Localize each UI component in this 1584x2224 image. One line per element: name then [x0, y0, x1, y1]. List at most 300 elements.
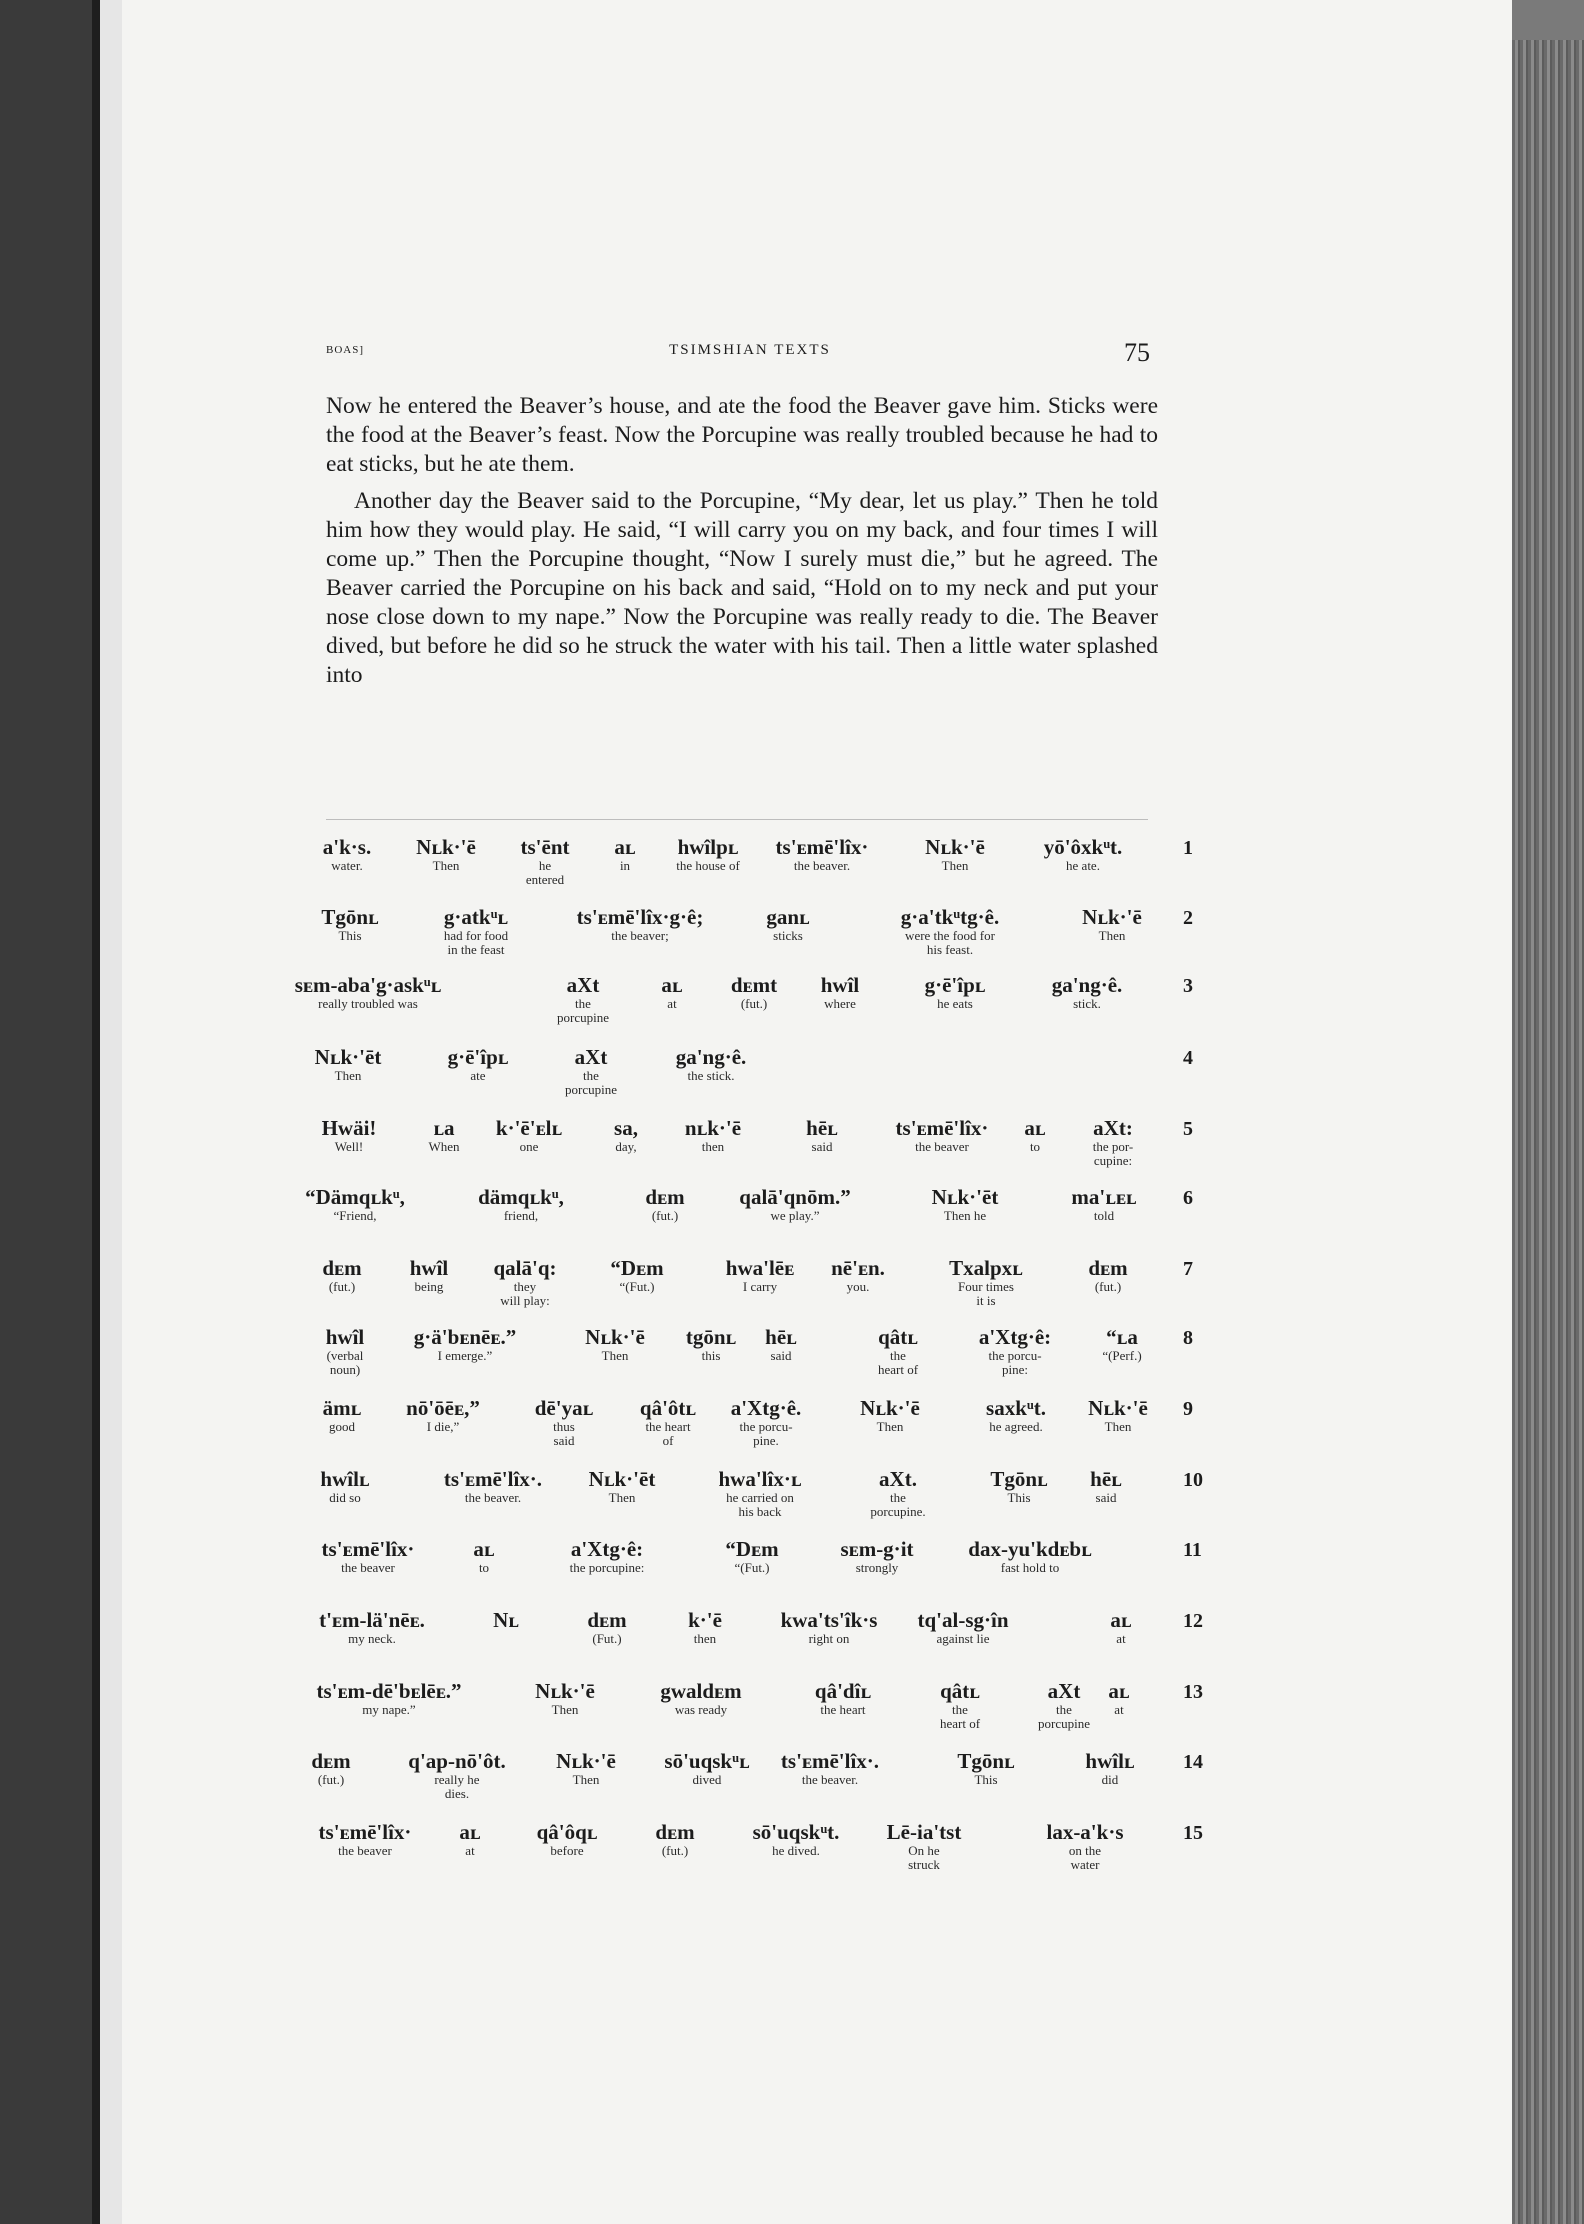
word-pair [565, 1045, 617, 1097]
gloss: said [770, 1348, 792, 1363]
native-word: hwîl [325, 1325, 365, 1349]
interlinear-line [0, 1396, 1512, 1466]
word-pair [322, 1256, 361, 1294]
native-word: kwa'ts'îk·s [780, 1608, 878, 1632]
gloss: sticks [773, 928, 803, 943]
word-pair [473, 1537, 494, 1575]
running-header [0, 338, 1512, 378]
interlinear-line [0, 1185, 1512, 1255]
native-word: ts'ᴇm-dē'bᴇlēᴇ.” [316, 1679, 462, 1703]
gloss: he ate. [1066, 858, 1100, 873]
gloss: When [428, 1139, 460, 1154]
gloss: the heart [820, 1702, 866, 1717]
gloss: “(Fut.) [734, 1560, 770, 1575]
word-pair [806, 1116, 838, 1154]
native-word: “Dᴇm [725, 1537, 779, 1561]
gloss: On he struck [908, 1843, 940, 1872]
line-number: 2 [1183, 907, 1193, 929]
native-word: ts'ᴇmē'lîx· [775, 835, 869, 859]
gloss: really troubled was [318, 996, 418, 1011]
word-pair [416, 835, 476, 873]
native-word: ma'ʟᴇʟ [1071, 1185, 1137, 1209]
gloss: Four times it is [958, 1279, 1014, 1308]
native-word: aʟ [1108, 1679, 1130, 1703]
word-pair [589, 1467, 656, 1505]
native-word: aʟ [614, 835, 636, 859]
native-word: Nʟk·'ē [1082, 905, 1142, 929]
native-word: hwîlpʟ [677, 835, 739, 859]
word-pair [323, 835, 371, 873]
word-pair [321, 905, 378, 943]
native-word: ʟa [433, 1116, 455, 1140]
gloss: Then [334, 1068, 362, 1083]
header-author: BOAS] [326, 344, 365, 356]
native-word: g·a'tkᵘtg·ê. [900, 905, 1000, 929]
word-pair [537, 1820, 598, 1858]
native-word: qâtʟ [940, 1679, 980, 1703]
word-pair [320, 1467, 369, 1505]
native-word: hwîl [820, 973, 860, 997]
word-pair [979, 1325, 1051, 1377]
gloss: the beaver [341, 1560, 395, 1575]
word-pair [821, 973, 860, 1011]
gloss: he dived. [772, 1843, 820, 1858]
word-pair [986, 1396, 1046, 1434]
native-word: dämqʟkᵘ, [478, 1185, 564, 1209]
word-pair [917, 1608, 1008, 1646]
line-number: 13 [1183, 1681, 1203, 1703]
gloss: the porcupine [1038, 1702, 1090, 1731]
native-word: sa, [614, 1116, 638, 1140]
gloss: against lie [936, 1631, 990, 1646]
native-word: t'ᴇm-lä'nēᴇ. [319, 1608, 425, 1632]
word-pair [614, 835, 635, 873]
gloss: day, [615, 1139, 637, 1154]
paragraph: Now he entered the Beaver’s house, and ate the food the Beaver gave him. Sticks were the food at the Beaver’s feast. Now the Porcupine was really troubled because he had to eat sticks, but he ate them. [326, 393, 1158, 477]
gloss: Then [608, 1490, 636, 1505]
word-pair [1044, 835, 1123, 873]
word-pair [406, 1396, 480, 1434]
native-word: g·ē'îpʟ [447, 1045, 509, 1069]
native-word: ämʟ [322, 1396, 362, 1420]
gloss: at [1116, 1631, 1126, 1646]
gloss: friend, [503, 1208, 539, 1223]
word-pair [781, 1749, 879, 1787]
native-word: Nʟk·'ē [860, 1396, 920, 1420]
gloss: Then he [943, 1208, 987, 1223]
word-pair [896, 1116, 989, 1154]
word-pair [726, 1256, 794, 1294]
native-word: nē'ᴇn. [831, 1256, 885, 1280]
gloss: you. [846, 1279, 870, 1294]
word-pair [1102, 1325, 1141, 1363]
gloss: he entered [525, 858, 565, 887]
native-word: tq'al-sg·în [917, 1608, 1009, 1632]
section-divider [326, 819, 1148, 820]
native-word: dᴇmt [730, 973, 778, 997]
gloss: this [701, 1348, 721, 1363]
gloss: stick. [1073, 996, 1101, 1011]
native-word: hēʟ [765, 1325, 797, 1349]
word-pair [319, 1820, 412, 1858]
interlinear-line [0, 1820, 1512, 1890]
word-pair [1052, 973, 1123, 1011]
gloss: said [811, 1139, 833, 1154]
native-word: hwîlʟ [320, 1467, 370, 1491]
native-word: Nʟk·'ēt [588, 1467, 656, 1491]
gloss: the beaver; [611, 928, 669, 943]
native-word: ts'ᴇmē'lîx· [318, 1820, 412, 1844]
gloss: being [414, 1279, 444, 1294]
native-word: Nʟ [493, 1608, 519, 1632]
gloss: the porcupine. [870, 1490, 926, 1519]
interlinear-line [0, 1679, 1512, 1749]
gloss: one [519, 1139, 539, 1154]
word-pair [1085, 1749, 1134, 1787]
word-pair [1088, 1256, 1127, 1294]
gloss: in [619, 858, 631, 873]
line-number: 6 [1183, 1187, 1193, 1209]
gloss: (fut.) [317, 1772, 345, 1787]
gloss: (fut.) [328, 1279, 356, 1294]
gloss: at [667, 996, 677, 1011]
gloss: at [1114, 1702, 1124, 1717]
word-pair [323, 1396, 362, 1434]
native-word: dᴇm [311, 1749, 351, 1773]
gloss: the por- cupine: [1092, 1139, 1134, 1168]
native-word: dᴇm [1088, 1256, 1128, 1280]
interlinear-line [0, 905, 1512, 975]
gloss: Then [941, 858, 969, 873]
word-pair [316, 1679, 461, 1717]
native-word: hwa'lēᴇ [725, 1256, 795, 1280]
word-pair [1038, 1679, 1090, 1731]
native-word: q'ap-nō'ôt. [408, 1749, 506, 1773]
word-pair [1110, 1608, 1131, 1646]
native-word: g·atkᵘʟ [443, 905, 509, 929]
line-number: 8 [1183, 1327, 1193, 1349]
native-word: aʟ [473, 1537, 495, 1561]
word-pair [878, 1325, 918, 1377]
native-word: dᴇm [645, 1185, 685, 1209]
gloss: the porcupine: [569, 1560, 645, 1575]
word-pair [322, 1537, 415, 1575]
word-pair [860, 1396, 920, 1434]
word-pair [322, 1116, 377, 1154]
native-word: dē'yaʟ [534, 1396, 594, 1420]
gloss: This [1007, 1490, 1031, 1505]
page-stack-edges [1512, 40, 1584, 2224]
gloss: the porcupine [565, 1068, 617, 1097]
header-title: TSIMSHIAN TEXTS [669, 342, 831, 358]
gloss: dived [692, 1772, 722, 1787]
gloss: the beaver. [801, 1772, 859, 1787]
word-pair [766, 905, 809, 943]
line-number: 9 [1183, 1398, 1193, 1420]
native-word: sᴇm-aba'g·askᵘʟ [294, 973, 442, 997]
word-pair [444, 1467, 542, 1505]
word-pair [949, 1256, 1023, 1308]
gloss: the beaver. [464, 1490, 522, 1505]
native-word: dᴇm [655, 1820, 695, 1844]
native-word: saxkᵘt. [986, 1396, 1046, 1420]
gloss: Then [876, 1419, 904, 1434]
gloss: the heart of [939, 1702, 981, 1731]
gloss: the house of [676, 858, 740, 873]
native-word: sᴇm-g·it [840, 1537, 914, 1561]
line-number: 5 [1183, 1118, 1193, 1140]
native-word: ts'ᴇmē'lîx·g·ê; [576, 905, 704, 929]
native-word: ganʟ [766, 905, 810, 929]
word-pair [765, 1325, 797, 1363]
word-pair [1046, 1820, 1123, 1872]
gloss: where [824, 996, 856, 1011]
gloss: on the water [1068, 1843, 1102, 1872]
gloss: “Friend, [333, 1208, 377, 1223]
native-word: aXt [574, 1045, 608, 1069]
native-word: aʟ [661, 973, 683, 997]
gloss: the beaver. [793, 858, 851, 873]
native-word: Nʟk·'ē [585, 1325, 645, 1349]
interlinear-line [0, 1325, 1512, 1395]
native-word: ts'ᴇmē'lîx· [895, 1116, 989, 1140]
native-word: aXt. [879, 1467, 917, 1491]
native-word: ts'ᴇmē'lîx·. [443, 1467, 543, 1491]
word-pair [1024, 1116, 1045, 1154]
gloss: I carry [742, 1279, 778, 1294]
native-word: qalā'q: [493, 1256, 557, 1280]
native-word: Nʟk·'ē [556, 1749, 616, 1773]
native-word: Tgōnʟ [990, 1467, 1048, 1491]
native-word: lax-a'k·s [1046, 1820, 1124, 1844]
gloss: Then [572, 1772, 600, 1787]
line-number: 1 [1183, 837, 1193, 859]
gloss: did so [329, 1490, 361, 1505]
gloss: the porcu- pine: [988, 1348, 1042, 1377]
native-word: k·'ē [688, 1608, 722, 1632]
gloss: right on [808, 1631, 850, 1646]
word-pair [444, 905, 508, 957]
word-pair [887, 1820, 962, 1872]
native-word: Txalpxʟ [949, 1256, 1023, 1280]
interlinear-line [0, 1537, 1512, 1607]
interlinear-line [0, 1467, 1512, 1537]
word-pair [776, 835, 869, 873]
word-pair [925, 973, 986, 1011]
native-word: Nʟk·'ē [535, 1679, 595, 1703]
native-word: ts'ᴇmē'lîx·. [780, 1749, 880, 1773]
gloss: had for food in the feast [443, 928, 509, 957]
native-word: sō'uqskᵘt. [752, 1820, 840, 1844]
native-word: aXt [1047, 1679, 1081, 1703]
interlinear-line [0, 1608, 1512, 1678]
native-word: Nʟk·'ē [416, 835, 476, 859]
word-pair [556, 1749, 616, 1787]
word-pair [478, 1185, 564, 1223]
word-pair [739, 1185, 850, 1223]
page-number: 75 [1124, 338, 1150, 367]
translation-text [326, 392, 1158, 690]
gloss: said [1095, 1490, 1117, 1505]
gloss: fast hold to [1000, 1560, 1060, 1575]
page-stack-top [1512, 0, 1584, 40]
native-word: Tgōnʟ [957, 1749, 1015, 1773]
gloss: Then [601, 1348, 629, 1363]
word-pair [408, 1749, 505, 1801]
gloss: was ready [674, 1702, 728, 1717]
word-pair [660, 1679, 741, 1717]
native-word: aʟ [459, 1820, 481, 1844]
native-word: “ʟa [1106, 1325, 1138, 1349]
word-pair [990, 1467, 1047, 1505]
native-word: hwîl [409, 1256, 449, 1280]
word-pair [1093, 1116, 1134, 1168]
line-number: 10 [1183, 1469, 1203, 1491]
word-pair [414, 1325, 516, 1363]
word-pair [725, 1537, 778, 1575]
native-word: qâ'dîʟ [814, 1679, 872, 1703]
native-word: qâtʟ [878, 1325, 918, 1349]
word-pair [535, 1396, 593, 1448]
gloss: I emerge.” [437, 1348, 493, 1363]
native-word: a'Xtg·ê: [570, 1537, 644, 1561]
gloss: the porcu- pine. [739, 1419, 793, 1448]
gloss: they will play: [500, 1279, 550, 1308]
word-pair [925, 835, 985, 873]
gloss: “(Perf.) [1102, 1348, 1142, 1363]
native-word: aXt [566, 973, 600, 997]
line-number: 4 [1183, 1047, 1193, 1069]
gloss: the heart of [645, 1419, 691, 1448]
gloss: Then [1098, 928, 1126, 943]
gloss: Well! [334, 1139, 364, 1154]
native-word: hwîlʟ [1085, 1749, 1135, 1773]
gloss: Then [432, 858, 460, 873]
word-pair [870, 1467, 925, 1519]
gloss: I die,” [426, 1419, 460, 1434]
gloss: Then [551, 1702, 579, 1717]
word-pair [664, 1749, 749, 1787]
word-pair [587, 1608, 626, 1646]
gloss: were the food for his feast. [905, 928, 995, 957]
native-word: dᴇm [322, 1256, 362, 1280]
native-word: “Dämqʟkᵘ, [305, 1185, 405, 1209]
gloss: strongly [855, 1560, 899, 1575]
word-pair [1090, 1467, 1122, 1505]
word-pair [1108, 1679, 1129, 1717]
native-word: qalā'qnōm.” [739, 1185, 851, 1209]
native-word: Lē-ia'tst [886, 1820, 962, 1844]
gloss: my nape.” [362, 1702, 416, 1717]
word-pair [570, 1537, 645, 1575]
line-number: 3 [1183, 975, 1193, 997]
word-pair [781, 1608, 878, 1646]
word-pair [815, 1679, 871, 1717]
gloss: told [1093, 1208, 1115, 1223]
gloss: “(Fut.) [619, 1279, 655, 1294]
gloss: This [974, 1772, 998, 1787]
gloss: he eats [937, 996, 973, 1011]
gloss: he agreed. [989, 1419, 1043, 1434]
word-pair [901, 905, 999, 957]
native-word: qâ'ôtʟ [639, 1396, 697, 1420]
native-word: hwa'lîx·ʟ [718, 1467, 802, 1491]
native-word: Nʟk·'ēt [314, 1045, 382, 1069]
word-pair [493, 1256, 556, 1308]
word-pair [676, 835, 740, 873]
line-number: 14 [1183, 1751, 1203, 1773]
gloss: water. [331, 858, 363, 873]
gloss: (fut.) [1094, 1279, 1122, 1294]
gloss: the porcupine [557, 996, 609, 1025]
word-pair [585, 1325, 645, 1363]
native-word: Nʟk·'ēt [931, 1185, 999, 1209]
line-number: 11 [1183, 1539, 1202, 1561]
gloss: did [1101, 1772, 1119, 1787]
native-word: hēʟ [806, 1116, 838, 1140]
word-pair [940, 1679, 980, 1731]
native-word: a'Xtg·ê. [730, 1396, 802, 1420]
word-pair [610, 1256, 663, 1294]
gloss: the heart of [877, 1348, 919, 1377]
native-word: yō'ôxkᵘt. [1043, 835, 1123, 859]
interlinear-line [0, 973, 1512, 1043]
gloss: to [478, 1560, 490, 1575]
word-pair [932, 1185, 999, 1223]
line-number: 12 [1183, 1610, 1203, 1632]
word-pair [719, 1467, 802, 1519]
native-word: hēʟ [1090, 1467, 1122, 1491]
word-pair [319, 1608, 425, 1646]
native-word: nō'ōēᴇ,” [406, 1396, 480, 1420]
gloss: (verbal noun) [326, 1348, 364, 1377]
interlinear-line [0, 1116, 1512, 1186]
word-pair [428, 1116, 459, 1154]
word-pair [661, 973, 682, 1011]
word-pair [968, 1537, 1091, 1575]
word-pair [459, 1820, 480, 1858]
gloss: Then [1104, 1419, 1132, 1434]
gloss: really he dies. [434, 1772, 480, 1801]
word-pair [305, 1185, 405, 1223]
word-pair [557, 973, 609, 1025]
word-pair [577, 905, 704, 943]
gloss: to [1029, 1139, 1041, 1154]
word-pair [686, 1325, 736, 1363]
word-pair [831, 1256, 885, 1294]
gloss: then [693, 1631, 717, 1646]
word-pair [640, 1396, 696, 1448]
native-word: Nʟk·'ē [925, 835, 985, 859]
word-pair [295, 973, 442, 1011]
word-pair [753, 1820, 840, 1858]
gloss: the beaver [915, 1139, 969, 1154]
native-word: g·ē'îpʟ [924, 973, 986, 997]
native-word: ga'ng·ê. [675, 1045, 747, 1069]
word-pair [957, 1749, 1014, 1787]
native-word: k·'ē'ᴇlʟ [495, 1116, 563, 1140]
word-pair [315, 1045, 382, 1083]
native-word: aʟ [1024, 1116, 1046, 1140]
native-word: sō'uqskᵘʟ [664, 1749, 750, 1773]
gloss: the stick. [687, 1068, 735, 1083]
native-word: tgōnʟ [685, 1325, 737, 1349]
word-pair [1082, 905, 1142, 943]
word-pair [535, 1679, 595, 1717]
native-word: Hwäi! [321, 1116, 377, 1140]
line-number: 7 [1183, 1258, 1193, 1280]
gloss: he carried on his back [726, 1490, 794, 1519]
